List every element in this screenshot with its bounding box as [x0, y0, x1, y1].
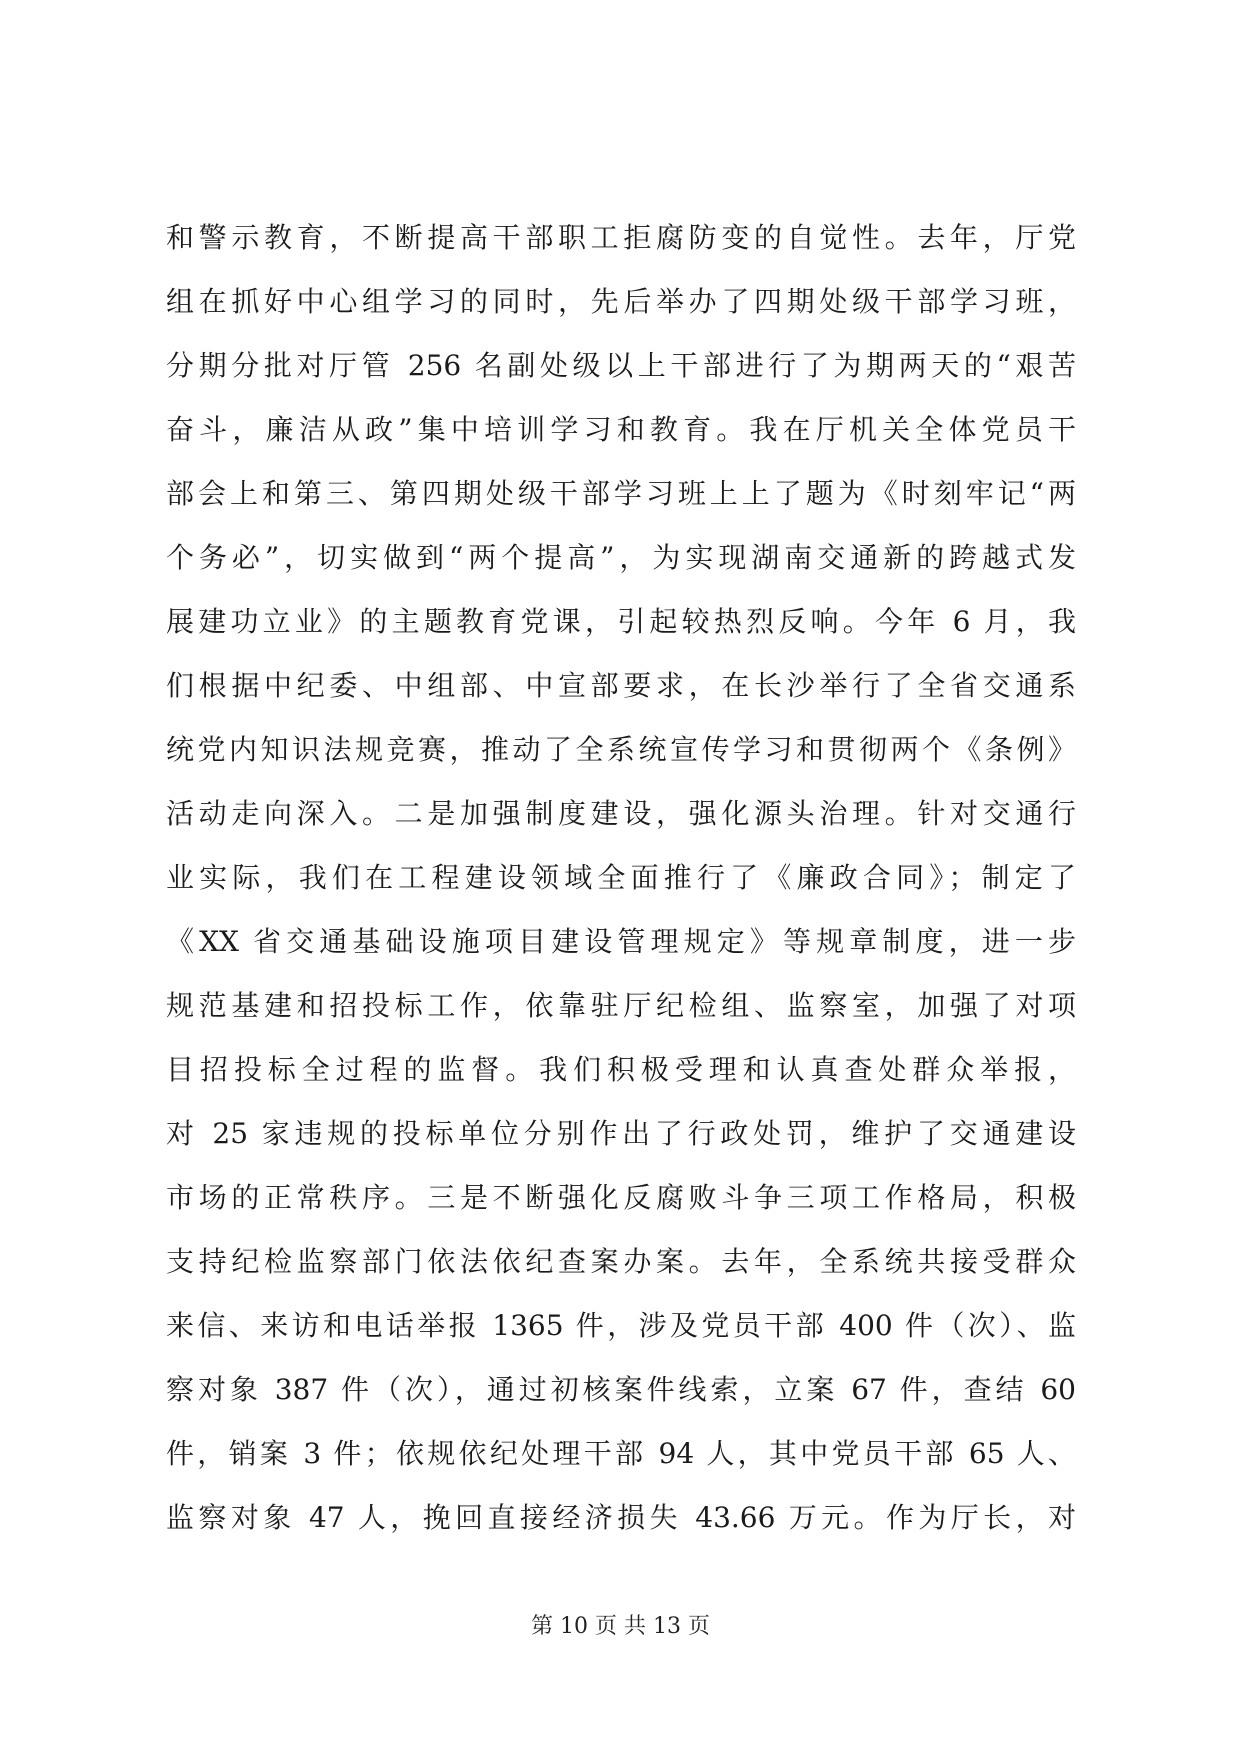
text-line: 规范基建和招投标工作，依靠驻厅纪检组、监察室，加强了对项 — [166, 989, 1076, 1022]
text-line: 活动走向深入。二是加强制度建设，强化源头治理。针对交通行 — [166, 797, 1076, 830]
text-line: 来信、来访和电话举报 1365 件，涉及党员干部 400 件（次）、监 — [166, 1309, 1076, 1342]
text-line: 组在抓好中心组学习的同时，先后举办了四期处级干部学习班， — [166, 285, 1076, 318]
text-line: 监察对象 47 人，挽回直接经济损失 43.66 万元。作为厅长，对 — [166, 1501, 1076, 1534]
page-footer — [0, 1612, 1241, 1642]
text-line: 业实际，我们在工程建设领域全面推行了《廉政合同》；制定了 — [166, 861, 1076, 894]
body-text — [166, 206, 1076, 1550]
text-line: 市场的正常秩序。三是不断强化反腐败斗争三项工作格局，积极 — [166, 1181, 1076, 1214]
text-line: 统党内知识法规竞赛，推动了全系统宣传学习和贯彻两个《条例》 — [166, 733, 1076, 766]
text-line: 分期分批对厅管 256 名副处级以上干部进行了为期两天的“艰苦 — [166, 349, 1076, 382]
text-line: 和警示教育，不断提高干部职工拒腐防变的自觉性。去年，厅党 — [166, 221, 1076, 254]
page-number-label: 第 10 页 共 13 页 — [531, 1614, 710, 1639]
text-line: 们根据中纪委、中组部、中宣部要求，在长沙举行了全省交通系 — [166, 669, 1076, 702]
text-line: 部会上和第三、第四期处级干部学习班上上了题为《时刻牢记“两 — [166, 477, 1076, 510]
text-line: 展建功立业》的主题教育党课，引起较热烈反响。今年 6 月，我 — [166, 605, 1076, 638]
text-line: 奋斗，廉洁从政”集中培训学习和教育。我在厅机关全体党员干 — [166, 413, 1076, 446]
text-line: 目招投标全过程的监督。我们积极受理和认真查处群众举报， — [166, 1053, 1076, 1086]
text-line: 《XX 省交通基础设施项目建设管理规定》等规章制度，进一步 — [166, 925, 1076, 958]
text-line: 件，销案 3 件；依规依纪处理干部 94 人，其中党员干部 65 人、 — [166, 1437, 1076, 1470]
text-line: 个务必”，切实做到“两个提高”，为实现湖南交通新的跨越式发 — [166, 541, 1076, 574]
text-line: 察对象 387 件（次），通过初核案件线索，立案 67 件，查结 60 — [166, 1373, 1076, 1406]
text-line: 支持纪检监察部门依法依纪查案办案。去年，全系统共接受群众 — [166, 1245, 1076, 1278]
text-line: 对 25 家违规的投标单位分别作出了行政处罚，维护了交通建设 — [166, 1117, 1076, 1150]
